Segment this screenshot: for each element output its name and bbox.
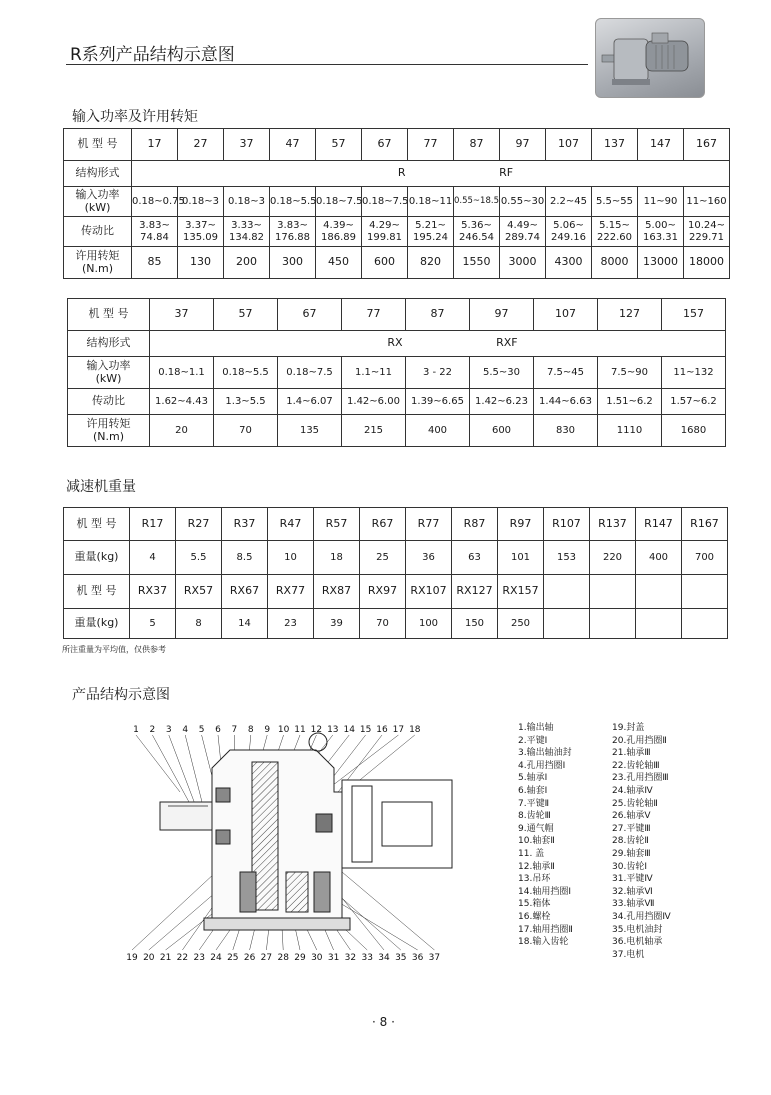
model-cell: 57: [214, 299, 278, 331]
model-cell: R97: [498, 508, 544, 541]
legend-item: 11. 盖: [518, 848, 545, 859]
callout-line: [136, 735, 180, 792]
model-cell: 67: [362, 129, 408, 161]
bearing-4: [314, 872, 330, 912]
callout-number: 22: [176, 953, 189, 963]
model-cell: 137: [592, 129, 638, 161]
empty-cell: [544, 609, 590, 639]
power-cell: 0.55~30: [500, 187, 546, 217]
legend-item: 9.通气帽: [518, 823, 554, 834]
bearing-3: [240, 872, 256, 912]
model-cell: 147: [638, 129, 684, 161]
weight-cell: 220: [590, 541, 636, 575]
power-cell: 7.5~90: [598, 357, 662, 389]
torque-cell: 20: [150, 415, 214, 447]
model-cell: 27: [178, 129, 224, 161]
power-cell: 0.18~11: [408, 187, 454, 217]
callout-line: [342, 872, 434, 950]
ratio-cell: 5.15~ 222.60: [592, 217, 638, 247]
table-row: [68, 389, 726, 415]
callout-number: 17: [392, 725, 405, 735]
ratio-cell: 5.36~ 246.54: [454, 217, 500, 247]
structure-type-r: R: [397, 166, 406, 180]
callout-number: 20: [143, 953, 155, 963]
callout-number: 1: [133, 725, 139, 735]
callout-number: 37: [428, 953, 441, 963]
table-row: [64, 187, 730, 217]
model-cell: 47: [270, 129, 316, 161]
torque-cell: 450: [316, 247, 362, 279]
ratio-cell: 1.62~4.43: [150, 389, 214, 415]
legend-item: 30.齿轮Ⅰ: [612, 861, 647, 872]
model-cell: 107: [546, 129, 592, 161]
ratio-cell: 1.44~6.63: [534, 389, 598, 415]
legend-item: 34.孔用挡圈Ⅳ: [612, 911, 671, 922]
page-title: R系列产品结构示意图: [70, 45, 235, 65]
model-cell: RX87: [314, 575, 360, 609]
model-cell: 17: [132, 129, 178, 161]
legend-item: 10.轴套Ⅱ: [518, 836, 555, 847]
weight-cell: 150: [452, 609, 498, 639]
ratio-cell: 1.57~6.2: [662, 389, 726, 415]
torque-cell: 400: [406, 415, 470, 447]
model-cell: 57: [316, 129, 362, 161]
torque-cell: 300: [270, 247, 316, 279]
ratio-cell: 5.06~ 249.16: [546, 217, 592, 247]
callout-number: 14: [343, 725, 355, 735]
legend-item: 37.电机: [612, 949, 645, 960]
section-title-weight: 减速机重量: [66, 479, 136, 495]
gearbox-drawing: [160, 733, 452, 930]
ratio-cell: 10.24~ 229.71: [684, 217, 730, 247]
callout-number: 18: [409, 725, 421, 735]
empty-cell: [544, 575, 590, 609]
callout-number: 12: [310, 725, 323, 735]
weight-cell: 5: [130, 609, 176, 639]
callout-number: 9: [264, 725, 271, 735]
power-torque-table-rx: [67, 298, 726, 447]
power-cell: 3 - 22: [406, 357, 470, 389]
callout-number: 13: [327, 725, 339, 735]
model-cell: R87: [452, 508, 498, 541]
legend-item: 25.齿轮轴Ⅱ: [612, 798, 658, 809]
weight-cell: 400: [636, 541, 682, 575]
power-cell: 0.18~5.5: [270, 187, 316, 217]
weight-note: 所注重量为平均值，仅供参考: [62, 645, 166, 654]
model-cell: RX37: [130, 575, 176, 609]
power-cell: 0.18~3: [178, 187, 224, 217]
callout-numbers-bottom: [126, 953, 440, 963]
power-cell: 0.18~3: [224, 187, 270, 217]
legend-item: 14.轴用挡圈Ⅰ: [518, 886, 571, 897]
table-row: [64, 508, 728, 541]
row-label-ratio: 传动比: [64, 217, 132, 247]
legend-item: 20.孔用挡圈Ⅱ: [612, 735, 667, 746]
bearing-1: [216, 788, 230, 802]
ratio-cell: 3.83~ 74.84: [132, 217, 178, 247]
weight-cell: 5.5: [176, 541, 222, 575]
legend-item: 12.轴承Ⅱ: [518, 861, 555, 872]
ratio-cell: 4.29~ 199.81: [362, 217, 408, 247]
structure-type-rxf: RXF: [496, 336, 518, 350]
weight-cell: 700: [682, 541, 728, 575]
callout-number: 21: [159, 953, 172, 963]
weight-cell: 39: [314, 609, 360, 639]
legend-item: 33.轴承Ⅶ: [612, 899, 655, 910]
ratio-cell: 4.39~ 186.89: [316, 217, 362, 247]
model-cell: R17: [130, 508, 176, 541]
power-cell: 0.18~7.5: [316, 187, 362, 217]
row-label-model: 机 型 号: [68, 299, 150, 331]
weight-cell: 8.5: [222, 541, 268, 575]
model-cell: 127: [598, 299, 662, 331]
callout-number: 7: [231, 725, 238, 735]
table-row: [64, 575, 728, 609]
model-cell: 157: [662, 299, 726, 331]
callout-number: 25: [227, 953, 239, 963]
table-row: [68, 415, 726, 447]
row-label-power: 输入功率 (kW): [68, 357, 150, 389]
torque-cell: 3000: [500, 247, 546, 279]
model-cell: R37: [222, 508, 268, 541]
torque-cell: 8000: [592, 247, 638, 279]
model-cell: R107: [544, 508, 590, 541]
legend-item: 21.轴承Ⅲ: [612, 748, 651, 759]
model-cell: RX127: [452, 575, 498, 609]
callout-number: 2: [149, 725, 156, 735]
legend-item: 35.电机油封: [612, 924, 663, 935]
callout-number: 31: [327, 953, 340, 963]
callout-number: 4: [182, 725, 189, 735]
torque-cell: 600: [470, 415, 534, 447]
weight-cell: 100: [406, 609, 452, 639]
torque-cell: 130: [178, 247, 224, 279]
callout-number: 19: [126, 953, 138, 963]
model-cell: R67: [360, 508, 406, 541]
weight-cell: 23: [268, 609, 314, 639]
weight-cell: 4: [130, 541, 176, 575]
weight-cell: 25: [360, 541, 406, 575]
power-cell: 0.18~5.5: [214, 357, 278, 389]
legend-item: 3.输出轴油封: [518, 748, 572, 759]
legend-item: 18.输入齿轮: [518, 937, 569, 948]
weight-cell: 101: [498, 541, 544, 575]
row-label-torque: 许用转矩 (N.m): [68, 415, 150, 447]
legend-item: 31.平键Ⅳ: [612, 874, 653, 885]
legend-item: 19.封盖: [612, 723, 645, 733]
row-label-model: 机 型 号: [64, 575, 130, 609]
torque-cell: 600: [362, 247, 408, 279]
structure-type-rx: RX: [387, 336, 403, 350]
empty-cell: [590, 609, 636, 639]
callout-number: 29: [294, 953, 306, 963]
row-label-structure: 结构形式: [68, 331, 150, 357]
callout-number: 35: [395, 953, 407, 963]
model-cell: R47: [268, 508, 314, 541]
legend-item: 5.轴承Ⅰ: [518, 773, 548, 784]
callout-number: 5: [198, 725, 205, 735]
torque-cell: 1680: [662, 415, 726, 447]
reducer-photo: [595, 18, 705, 98]
callout-number: 15: [359, 725, 372, 735]
power-cell: 0.18~7.5: [278, 357, 342, 389]
power-cell: 2.2~45: [546, 187, 592, 217]
legend-item: 4.孔用挡圈Ⅰ: [518, 760, 566, 771]
row-label-model: 机 型 号: [64, 129, 132, 161]
model-cell: 107: [534, 299, 598, 331]
model-cell: 37: [224, 129, 270, 161]
empty-cell: [682, 575, 728, 609]
power-cell: 5.5~30: [470, 357, 534, 389]
power-cell: 0.55~18.5: [454, 187, 500, 217]
legend-item: 27.平键Ⅲ: [612, 823, 651, 834]
model-cell: 167: [684, 129, 730, 161]
callout-number: 24: [210, 953, 222, 963]
gear-small: [286, 872, 308, 912]
lifting-ring: [309, 733, 327, 751]
model-cell: RX97: [360, 575, 406, 609]
page-number: · 8 ·: [372, 1015, 395, 1029]
ratio-cell: 1.42~6.23: [470, 389, 534, 415]
callout-numbers-top: [133, 725, 421, 735]
torque-cell: 85: [132, 247, 178, 279]
weight-cell: 36: [406, 541, 452, 575]
legend-item: 7.平键Ⅱ: [518, 798, 550, 809]
weight-cell: 14: [222, 609, 268, 639]
model-cell: 87: [454, 129, 500, 161]
weight-cell: 18: [314, 541, 360, 575]
torque-cell: 215: [342, 415, 406, 447]
torque-cell: 135: [278, 415, 342, 447]
row-label-ratio: 传动比: [68, 389, 150, 415]
torque-cell: 13000: [638, 247, 684, 279]
table-row: [64, 541, 728, 575]
ratio-cell: 5.21~ 195.24: [408, 217, 454, 247]
ratio-cell: 3.83~ 176.88: [270, 217, 316, 247]
legend-item: 17.轴用挡圈Ⅱ: [518, 924, 573, 935]
structure-diagram: [120, 722, 460, 967]
torque-cell: 1110: [598, 415, 662, 447]
row-label-weight: 重量(kg): [64, 609, 130, 639]
power-cell: 1.1~11: [342, 357, 406, 389]
torque-cell: 820: [408, 247, 454, 279]
callout-number: 33: [361, 953, 373, 963]
model-cell: R167: [682, 508, 728, 541]
callout-number: 30: [311, 953, 323, 963]
power-cell: 0.18~0.75: [132, 187, 178, 217]
legend-item: 1.输出轴: [518, 723, 554, 733]
torque-cell: 70: [214, 415, 278, 447]
base-foot: [204, 918, 350, 930]
legend-item: 28.齿轮Ⅱ: [612, 836, 649, 847]
row-label-power: 输入功率 (kW): [64, 187, 132, 217]
section-title-structure: 产品结构示意图: [72, 687, 170, 703]
legend-item: 8.齿轮Ⅲ: [518, 811, 551, 822]
empty-cell: [636, 609, 682, 639]
row-label-model: 机 型 号: [64, 508, 130, 541]
model-cell: 87: [406, 299, 470, 331]
torque-cell: 200: [224, 247, 270, 279]
model-cell: R77: [406, 508, 452, 541]
row-label-weight: 重量(kg): [64, 541, 130, 575]
title-divider: [66, 64, 588, 65]
callout-number: 8: [247, 725, 254, 735]
callout-number: 16: [376, 725, 388, 735]
power-cell: 11~90: [638, 187, 684, 217]
weight-cell: 63: [452, 541, 498, 575]
callout-number: 34: [378, 953, 390, 963]
empty-cell: [682, 609, 728, 639]
callout-line: [152, 735, 189, 802]
legend-item: 2.平键Ⅰ: [518, 735, 548, 746]
structure-cell: [150, 331, 726, 357]
torque-cell: 4300: [546, 247, 592, 279]
row-label-structure: 结构形式: [64, 161, 132, 187]
model-cell: RX67: [222, 575, 268, 609]
empty-cell: [636, 575, 682, 609]
bearing-2: [216, 830, 230, 844]
legend-item: 23.孔用挡圈Ⅲ: [612, 773, 669, 784]
ratio-cell: 3.33~ 134.82: [224, 217, 270, 247]
model-cell: RX107: [406, 575, 452, 609]
callout-number: 10: [277, 725, 290, 735]
table-row: [64, 217, 730, 247]
torque-cell: 1550: [454, 247, 500, 279]
model-cell: 97: [470, 299, 534, 331]
empty-cell: [590, 575, 636, 609]
table-row: [64, 609, 728, 639]
legend-item: 16.螺栓: [518, 911, 551, 922]
gear-motor-icon: [596, 19, 704, 97]
legend-item: 15.箱体: [518, 899, 551, 910]
model-cell: R57: [314, 508, 360, 541]
callout-number: 26: [243, 953, 256, 963]
input-gear: [316, 814, 332, 832]
callout-number: 32: [344, 953, 357, 963]
callout-line: [132, 872, 216, 950]
model-cell: 77: [342, 299, 406, 331]
callout-number: 36: [411, 953, 424, 963]
callout-number: 11: [294, 725, 306, 735]
section-title-power-torque: 输入功率及许用转矩: [72, 109, 198, 125]
ratio-cell: 1.51~6.2: [598, 389, 662, 415]
power-cell: 0.18~1.1: [150, 357, 214, 389]
callout-number: 27: [260, 953, 273, 963]
model-cell: R27: [176, 508, 222, 541]
weight-cell: 70: [360, 609, 406, 639]
callout-number: 23: [193, 953, 205, 963]
legend-item: 6.轴套Ⅰ: [518, 785, 548, 796]
ratio-cell: 1.39~6.65: [406, 389, 470, 415]
legend-item: 36.电机轴承: [612, 937, 663, 948]
callout-number: 3: [165, 725, 172, 735]
table-row: [64, 129, 730, 161]
legend-item: 32.轴承Ⅵ: [612, 886, 653, 897]
callout-number: 6: [215, 725, 221, 735]
table-row: [68, 331, 726, 357]
table-row: [64, 161, 730, 187]
model-cell: 37: [150, 299, 214, 331]
parts-legend-right: [612, 722, 671, 961]
power-cell: 5.5~55: [592, 187, 638, 217]
weight-cell: 8: [176, 609, 222, 639]
model-cell: RX157: [498, 575, 544, 609]
model-cell: R147: [636, 508, 682, 541]
table-row: [64, 247, 730, 279]
legend-item: 26.轴承Ⅴ: [612, 811, 651, 822]
torque-cell: 830: [534, 415, 598, 447]
model-cell: 97: [500, 129, 546, 161]
ratio-cell: 5.00~ 163.31: [638, 217, 684, 247]
legend-item: 24.轴承Ⅳ: [612, 785, 653, 796]
model-cell: R137: [590, 508, 636, 541]
parts-legend-left: [518, 722, 573, 949]
ratio-cell: 1.4~6.07: [278, 389, 342, 415]
weight-cell: 250: [498, 609, 544, 639]
structure-type-rf: RF: [499, 166, 514, 180]
power-cell: 11~132: [662, 357, 726, 389]
callout-number: 28: [277, 953, 289, 963]
model-cell: 77: [408, 129, 454, 161]
structure-cell: [132, 161, 730, 187]
legend-item: 13.吊环: [518, 874, 551, 885]
table-row: [68, 357, 726, 389]
ratio-cell: 1.3~5.5: [214, 389, 278, 415]
model-cell: 67: [278, 299, 342, 331]
legend-item: 22.齿轮轴Ⅲ: [612, 760, 660, 771]
power-torque-table-r: [63, 128, 730, 279]
ratio-cell: 1.42~6.00: [342, 389, 406, 415]
power-cell: 7.5~45: [534, 357, 598, 389]
weight-cell: 153: [544, 541, 590, 575]
legend-item: 29.轴套Ⅲ: [612, 848, 651, 859]
torque-cell: 18000: [684, 247, 730, 279]
weight-table: [63, 507, 728, 639]
model-cell: RX57: [176, 575, 222, 609]
ratio-cell: 4.49~ 289.74: [500, 217, 546, 247]
weight-cell: 10: [268, 541, 314, 575]
model-cell: RX77: [268, 575, 314, 609]
table-row: [68, 299, 726, 331]
power-cell: 11~160: [684, 187, 730, 217]
row-label-torque: 许用转矩 (N.m): [64, 247, 132, 279]
power-cell: 0.18~7.5: [362, 187, 408, 217]
ratio-cell: 3.37~ 135.09: [178, 217, 224, 247]
